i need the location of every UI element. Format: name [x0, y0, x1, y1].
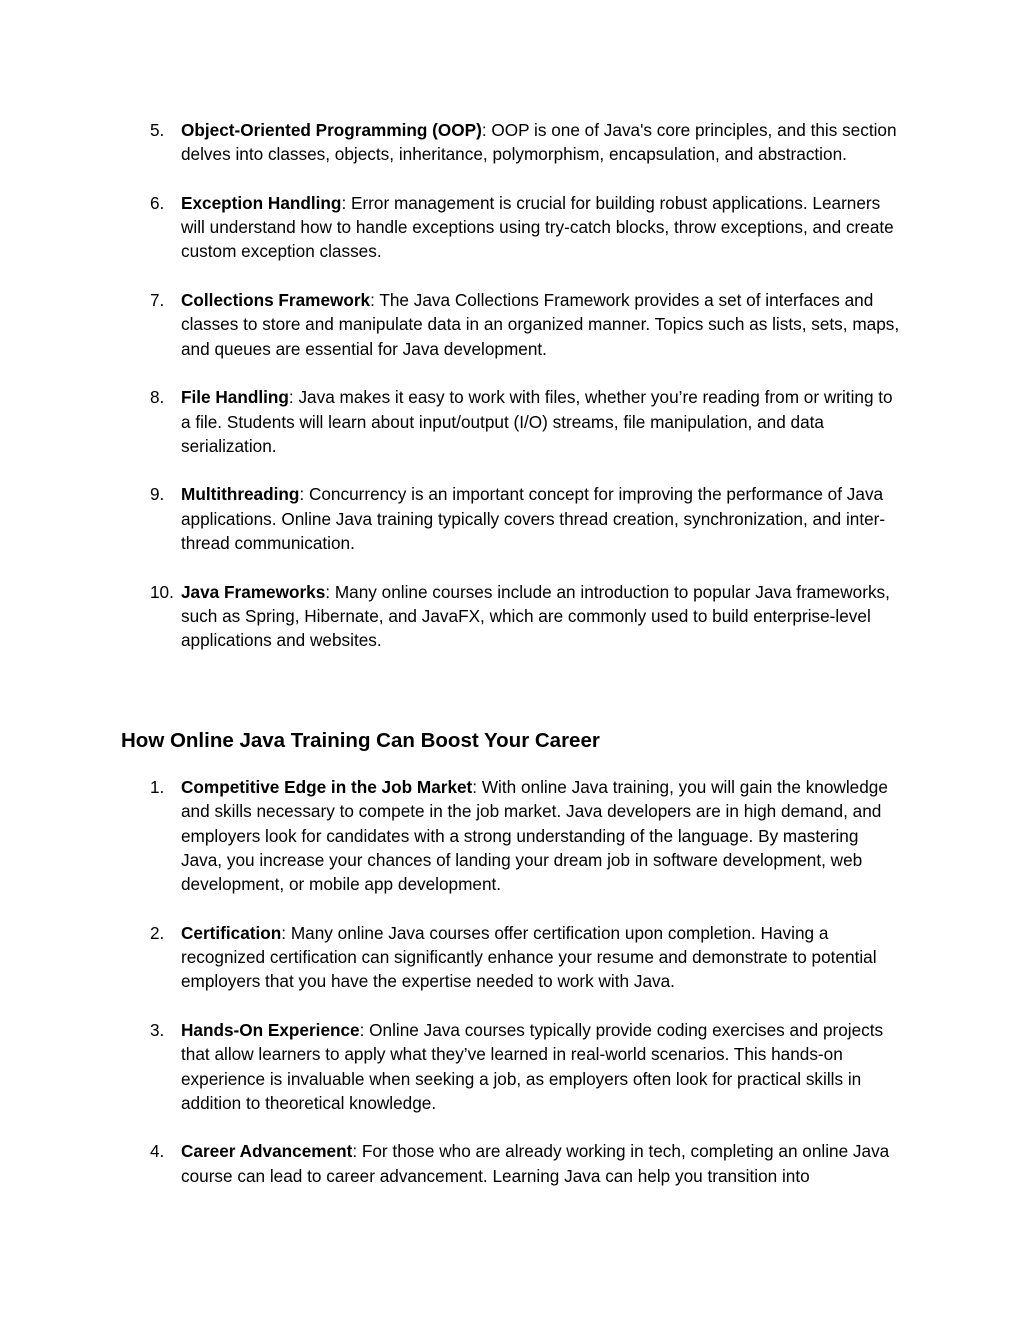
- list-item: [0, 921, 901, 994]
- list-item-term: Competitive Edge in the Job Market: [181, 777, 473, 797]
- list-item-term: Object-Oriented Programming (OOP): [181, 120, 482, 140]
- list-item-term: Certification: [181, 922, 282, 943]
- list-item-text: : Many online courses include an introduction to popular Java frameworks, such as Spring, Hibernate, and JavaFX, which are commonly used to build enterprise-level applications and websites.: [181, 581, 890, 651]
- list-item: [0, 191, 901, 264]
- list-item-text: : Java makes it easy to work with files, whether you’re reading from or writing to a file. Students will learn about input/output (I/O) streams, file manipulation, and data serialization.: [181, 387, 893, 456]
- list-item-text: : For those who are already working in tech, completing an online Java course can lead to career advancement. Learning Java can help you transition into: [181, 1141, 890, 1186]
- list-item-text: : With online Java training, you will gain the knowledge and skills necessary to compete in the job market. Java developers are in high demand, and employers look for candidates with a strong understanding of the language. By mastering Java, you increase your chances of landing your dream job in software development, web development, or mobile app development.: [181, 777, 888, 895]
- section-heading: How Online Java Training Can Boost Your Career: [121, 729, 600, 752]
- list-item: [0, 385, 901, 458]
- list-number: 1.: [150, 777, 165, 797]
- list-number: 5.: [150, 120, 165, 140]
- list-number: 8.: [150, 387, 165, 408]
- career-benefits-list: [0, 775, 901, 1212]
- list-item-term: Java Frameworks: [181, 581, 326, 602]
- list-item: [0, 482, 901, 555]
- list-item-text: : Error management is crucial for building robust applications. Learners will understand how to handle exceptions using try-catch blocks, throw exceptions, and create custom exception classes.: [181, 192, 894, 262]
- list-number: 9.: [150, 484, 165, 505]
- list-item-term: File Handling: [181, 387, 289, 408]
- list-item-term: Exception Handling: [181, 192, 342, 213]
- list-number: 2.: [150, 922, 165, 943]
- list-number: 4.: [150, 1141, 165, 1162]
- list-number: 7.: [150, 290, 165, 311]
- course-topics-list: [0, 118, 901, 677]
- list-item: [0, 580, 901, 653]
- list-item-term: Collections Framework: [181, 290, 371, 311]
- list-number: 3.: [150, 1019, 165, 1040]
- list-item-text: : Many online Java courses offer certification upon completion. Having a recognized certification can significantly enhance your resume and demonstrate to potential employers that you have the expertise needed to work with Java.: [181, 922, 877, 992]
- list-item-text: : OOP is one of Java's core principles, and this section delves into classes, objects, inheritance, polymorphism, encapsulation, and abstraction.: [181, 120, 897, 165]
- list-item: [0, 118, 901, 167]
- list-number: 10.: [150, 581, 174, 602]
- list-number: 6.: [150, 192, 165, 213]
- list-item: [0, 288, 901, 361]
- list-item-term: Career Advancement: [181, 1141, 353, 1162]
- list-item-text: : The Java Collections Framework provides a set of interfaces and classes to store and manipulate data in an organized manner. Topics such as lists, sets, maps, and queues are essential for Java development.: [181, 290, 900, 359]
- list-item-term: Multithreading: [181, 484, 300, 505]
- list-item-text: : Concurrency is an important concept for improving the performance of Java applications. Online Java training typically covers thread creation, synchronization, and inter-thread communication.: [181, 484, 886, 554]
- list-item: [0, 1139, 901, 1188]
- list-item: [0, 775, 901, 896]
- list-item-text: : Online Java courses typically provide coding exercises and projects that allow learners to apply what they’ve learned in real-world scenarios. This hands-on experience is invaluable when seeking a job, as employers often look for practical skills in addition to theoretical knowledge.: [181, 1019, 884, 1113]
- list-item-term: Hands-On Experience: [181, 1019, 360, 1040]
- list-item: [0, 1018, 901, 1115]
